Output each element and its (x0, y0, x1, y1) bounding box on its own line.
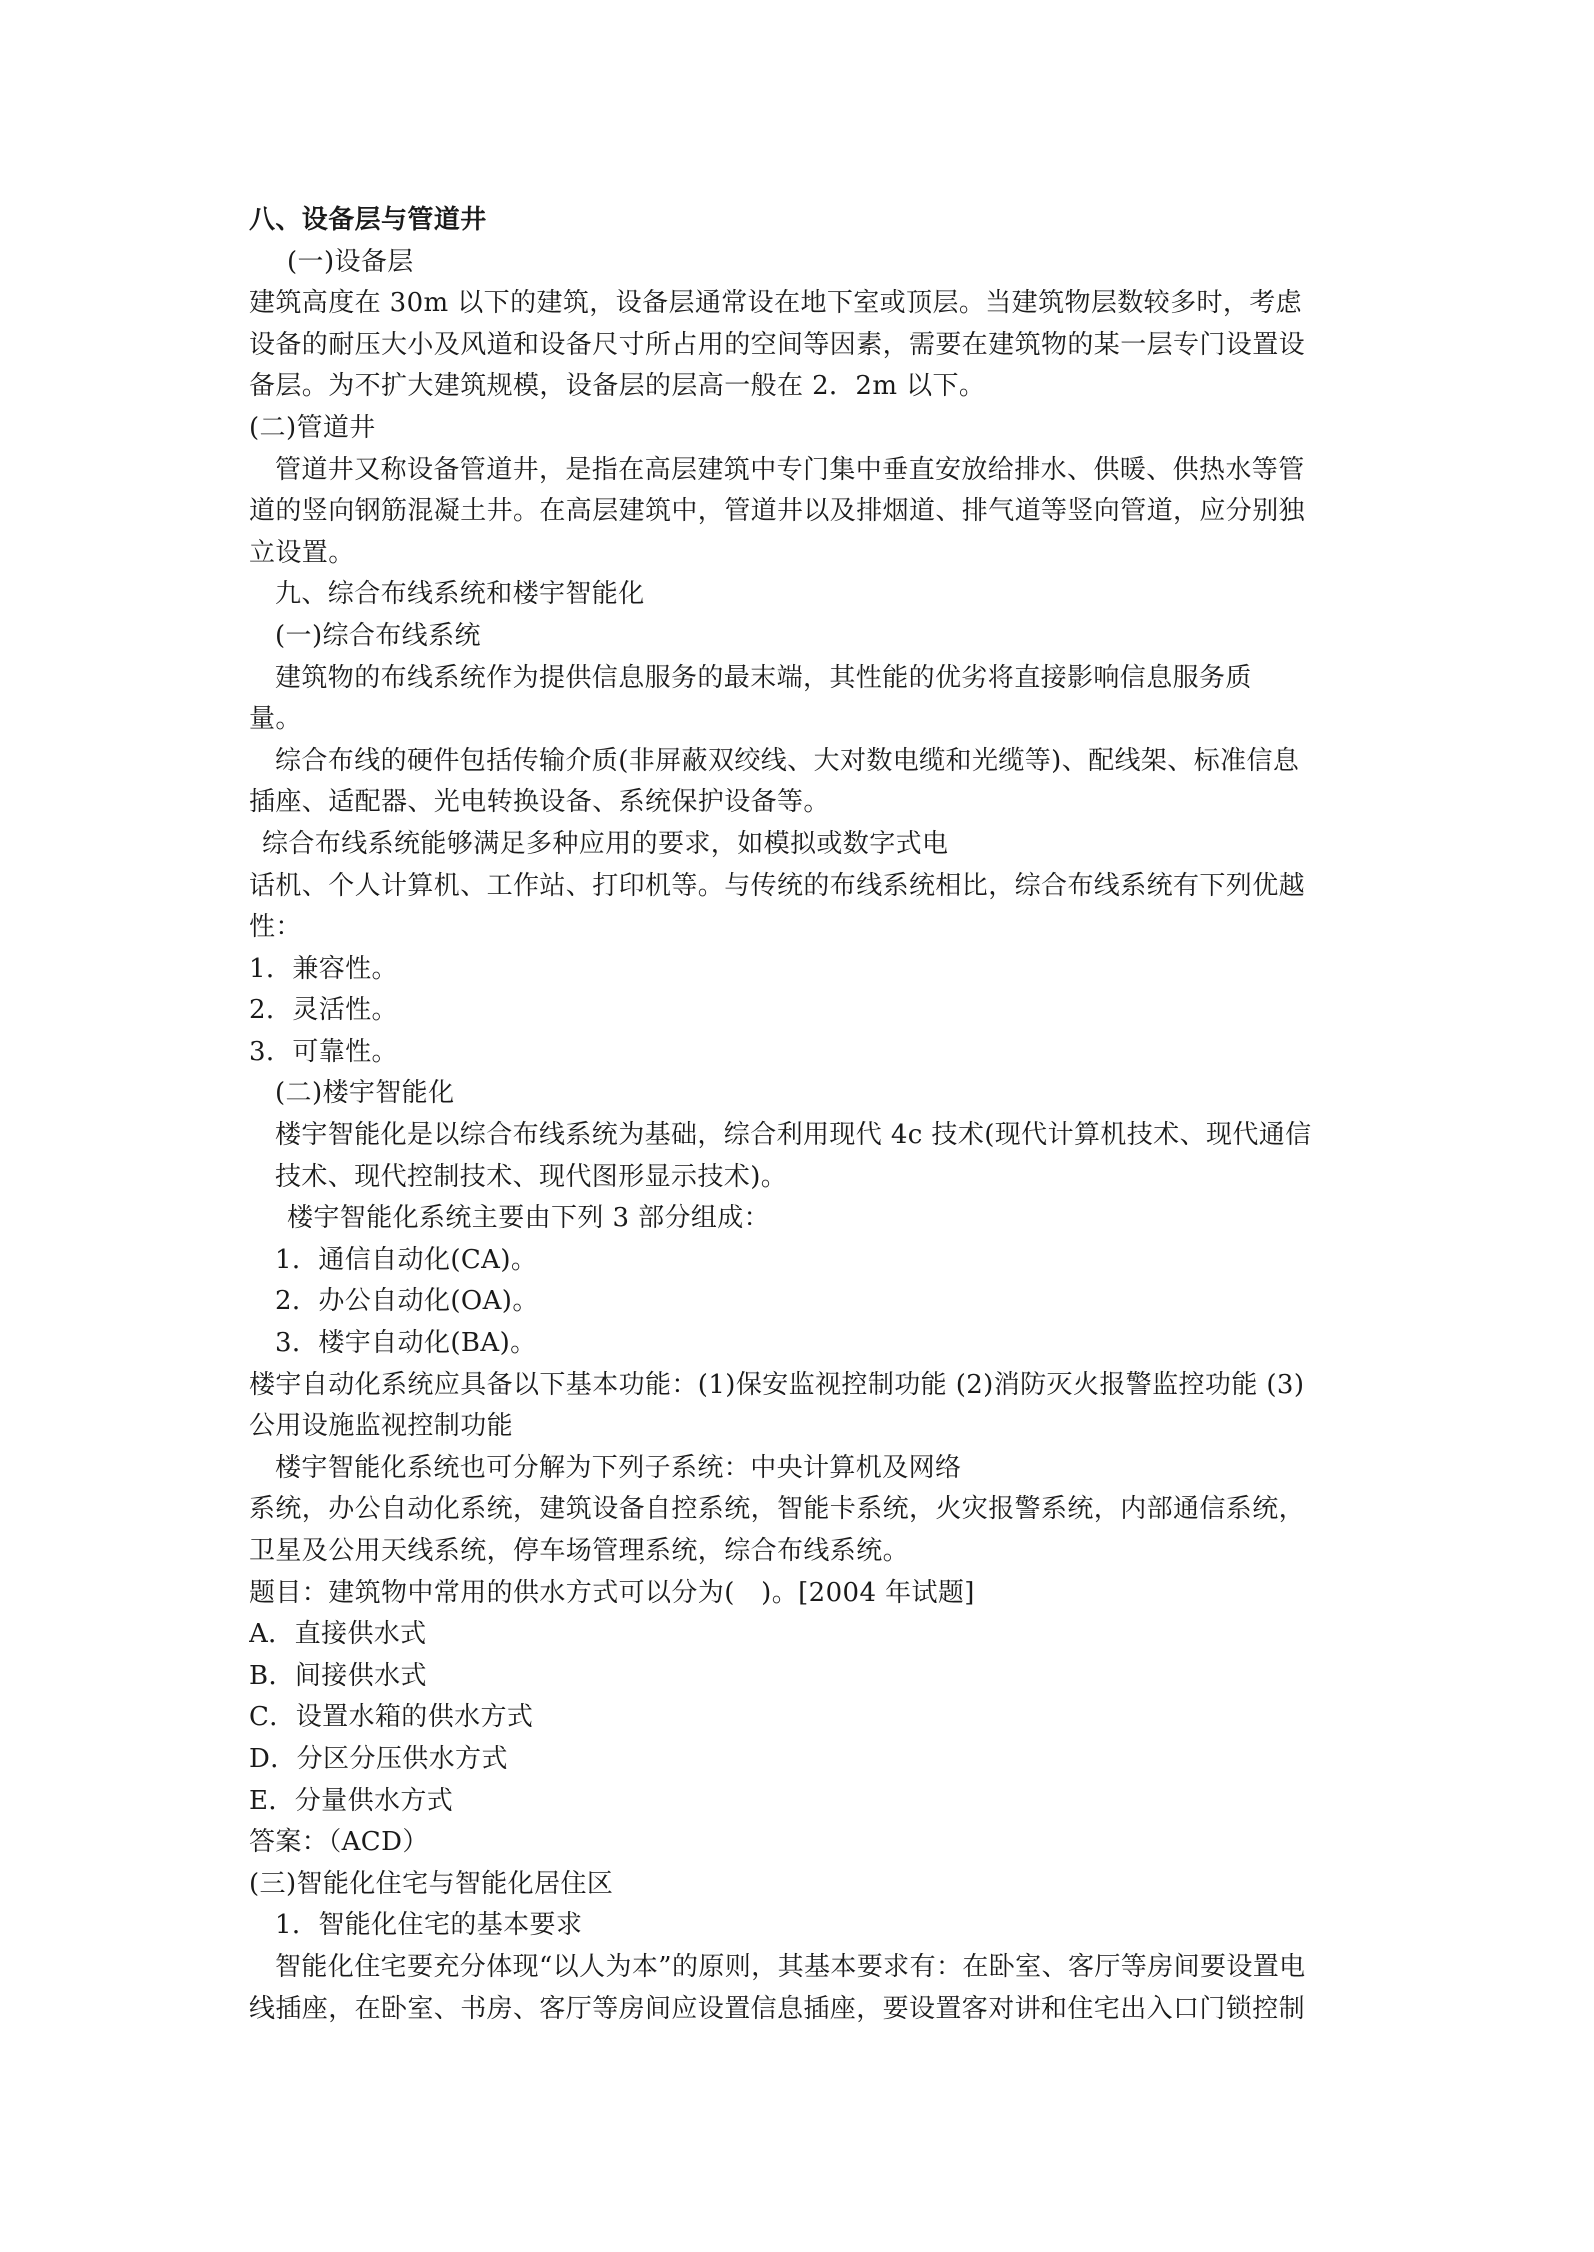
paragraph-line: 线插座，在卧室、书房、客厅等房间应设置信息插座，要设置客对讲和住宅出入口门锁控制 (249, 1993, 1306, 2024)
paragraph-line: 楼宇智能化是以综合布线系统为基础，综合利用现代 4c 技术(现代计算机技术、现代通信 (275, 1120, 1312, 1151)
paragraph-line: 技术、现代控制技术、现代图形显示技术)。 (275, 1161, 788, 1192)
question-option: D．分区分压供水方式 (249, 1743, 508, 1774)
paragraph-line: 智能化住宅要充分体现“以人为本”的原则，其基本要求有：在卧室、客厅等房间要设置电 (275, 1951, 1306, 1982)
subsection-heading: (一)设备层 (287, 246, 414, 277)
paragraph-line: 备层。为不扩大建筑规模，设备层的层高一般在 2．2m 以下。 (249, 371, 986, 402)
list-item: 1．通信自动化(CA)。 (275, 1244, 538, 1275)
document-page (249, 200, 1359, 2030)
paragraph-line: 系统，办公自动化系统，建筑设备自控系统，智能卡系统，火灾报警系统，内部通信系统， (249, 1494, 1306, 1525)
question-option: E．分量供水方式 (249, 1785, 454, 1816)
paragraph-line: 道的竖向钢筋混凝土井。在高层建筑中，管道井以及排烟道、排气道等竖向管道，应分别独 (249, 496, 1306, 527)
paragraph-line: 楼宇智能化系统也可分解为下列子系统：中央计算机及网络 (275, 1452, 962, 1483)
subsection-heading: (二)管道井 (249, 412, 376, 443)
paragraph-line: 建筑高度在 30m 以下的建筑，设备层通常设在地下室或顶层。当建筑物层数较多时，考虑 (249, 288, 1303, 319)
paragraph-line: 量。 (249, 704, 302, 735)
paragraph-line: 楼宇自动化系统应具备以下基本功能：(1)保安监视控制功能 (2)消防灭火报警监控功能 (3) (249, 1369, 1305, 1400)
paragraph-line: 立设置。 (249, 537, 355, 568)
list-item: 3．可靠性。 (249, 1036, 398, 1067)
paragraph-line: 综合布线的硬件包括传输介质(非屏蔽双绞线、大对数电缆和光缆等)、配线架、标准信息 (275, 745, 1300, 776)
paragraph-line: 插座、适配器、光电转换设备、系统保护设备等。 (249, 787, 830, 818)
list-item: 2．灵活性。 (249, 995, 398, 1026)
list-item: 2．办公自动化(OA)。 (275, 1286, 539, 1317)
section-heading-9: 九、综合布线系统和楼宇智能化 (275, 579, 645, 610)
question-option: C．设置水箱的供水方式 (249, 1702, 534, 1733)
paragraph-line: 管道井又称设备管道井，是指在高层建筑中专门集中垂直安放给排水、供暖、供热水等管 (275, 454, 1305, 485)
subsection-heading: (三)智能化住宅与智能化居住区 (249, 1868, 614, 1899)
paragraph-line: 卫星及公用天线系统，停车场管理系统，综合布线系统。 (249, 1536, 910, 1566)
section-heading-8: 八、设备层与管道井 (249, 205, 487, 235)
paragraph-line: 话机、个人计算机、工作站、打印机等。与传统的布线系统相比，综合布线系统有下列优越 (249, 870, 1306, 901)
question-text: 题目：建筑物中常用的供水方式可以分为( )。[2004 年试题] (249, 1577, 975, 1608)
paragraph-line: 性： (249, 912, 302, 943)
paragraph-line: 综合布线系统能够满足多种应用的要求，如模拟或数字式电 (262, 828, 949, 859)
paragraph-line: 楼宇智能化系统主要由下列 3 部分组成： (287, 1203, 771, 1234)
answer-text: 答案：（ACD） (249, 1827, 429, 1858)
question-option: B．间接供水式 (249, 1660, 427, 1691)
subsection-heading: 1．智能化住宅的基本要求 (275, 1910, 583, 1941)
list-item: 1．兼容性。 (249, 953, 398, 984)
paragraph-line: 设备的耐压大小及风道和设备尺寸所占用的空间等因素，需要在建筑物的某一层专门设置设 (249, 329, 1306, 360)
subsection-heading: (一)综合布线系统 (275, 620, 481, 651)
list-item: 3．楼宇自动化(BA)。 (275, 1328, 537, 1359)
paragraph-line: 建筑物的布线系统作为提供信息服务的最末端，其性能的优劣将直接影响信息服务质 (275, 662, 1252, 693)
subsection-heading: (二)楼宇智能化 (275, 1078, 455, 1109)
question-option: A．直接供水式 (249, 1619, 427, 1650)
paragraph-line: 公用设施监视控制功能 (249, 1411, 514, 1442)
